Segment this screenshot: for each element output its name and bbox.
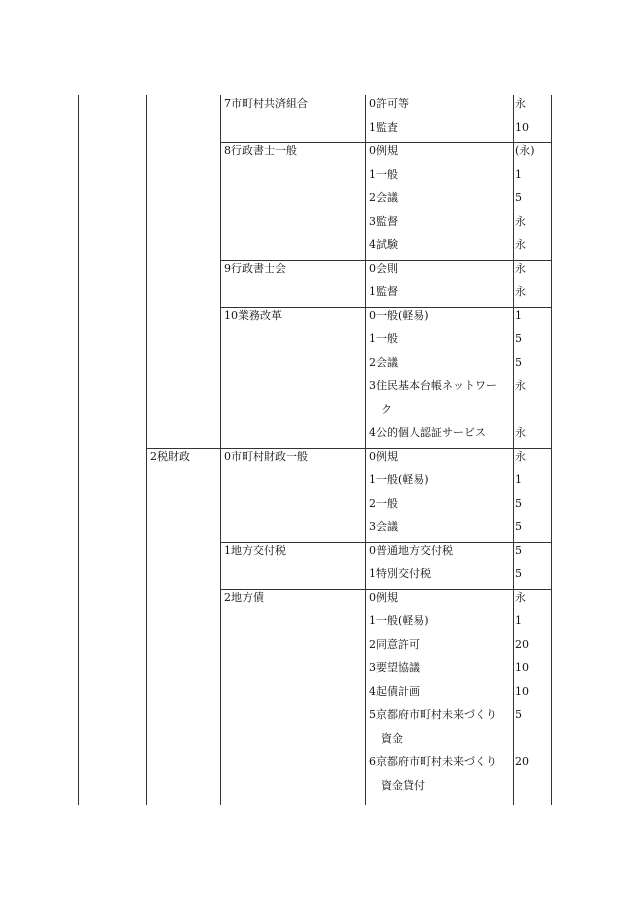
column-rule	[78, 95, 79, 805]
detail-label: 1監督	[369, 285, 398, 298]
row-rule	[220, 589, 551, 590]
detail-label: 4試験	[369, 238, 398, 251]
retention-period: 5	[515, 543, 522, 557]
column-rule	[513, 95, 514, 805]
subcategory-label: 2税財政	[150, 449, 190, 463]
retention-period: 永	[515, 97, 526, 110]
retention-period: 永	[515, 449, 526, 463]
retention-period: 永	[515, 238, 526, 251]
detail-label: 1一般(軽易)	[369, 614, 429, 627]
detail-label: 3要望協議	[369, 661, 420, 674]
column-rule	[551, 95, 552, 805]
retention-period: 5	[515, 567, 522, 580]
detail-label: 2一般	[369, 496, 398, 510]
detail-label: 資金貸付	[381, 778, 425, 792]
detail-label: ク	[381, 402, 392, 416]
detail-label: 3住民基本台帳ネットワー	[369, 379, 497, 392]
detail-label: 0一般(軽易)	[369, 308, 429, 322]
detail-label: 5京都府市町村未来づくり	[369, 708, 497, 721]
retention-period: 5	[515, 355, 522, 369]
detail-label: 4起債計画	[369, 684, 420, 698]
retention-period: 永	[515, 214, 526, 228]
detail-label: 1特別交付税	[369, 567, 431, 580]
retention-period: 5	[515, 496, 522, 510]
row-rule	[220, 260, 551, 261]
retention-period: (永)	[515, 144, 535, 157]
item-label: 1地方交付税	[224, 543, 286, 557]
retention-period: 永	[515, 379, 526, 392]
detail-label: 1一般	[369, 332, 398, 345]
detail-label: 1一般(軽易)	[369, 473, 429, 486]
column-rule	[146, 95, 147, 805]
retention-period: 1	[515, 473, 522, 486]
detail-label: 2会議	[369, 355, 398, 369]
item-label: 7市町村共済組合	[224, 97, 308, 110]
retention-period: 5	[515, 191, 522, 204]
retention-period: 永	[515, 426, 526, 439]
detail-label: 0例規	[369, 590, 398, 604]
detail-label: 3監督	[369, 214, 398, 228]
detail-label: 3会議	[369, 520, 398, 533]
item-label: 0市町村財政一般	[224, 449, 308, 463]
detail-label: 4公的個人認証サービス	[369, 426, 486, 439]
retention-period: 1	[515, 308, 522, 322]
retention-period: 永	[515, 261, 526, 275]
detail-label: 6京都府市町村未来づくり	[369, 755, 497, 768]
detail-label: 0許可等	[369, 97, 409, 110]
retention-period: 1	[515, 614, 522, 627]
detail-label: 0普通地方交付税	[369, 543, 453, 557]
item-label: 8行政書士一般	[224, 144, 297, 157]
row-rule	[220, 142, 551, 143]
retention-period: 10	[515, 661, 529, 674]
detail-label: 0会則	[369, 261, 398, 275]
retention-period: 5	[515, 332, 522, 345]
retention-period: 永	[515, 285, 526, 298]
detail-label: 0例規	[369, 449, 398, 463]
detail-label: 2会議	[369, 191, 398, 204]
retention-period: 1	[515, 167, 522, 181]
retention-period: 10	[515, 684, 529, 698]
detail-label: 1一般	[369, 167, 398, 181]
row-rule	[220, 307, 551, 308]
detail-label: 0例規	[369, 144, 398, 157]
retention-period: 5	[515, 520, 522, 533]
retention-period: 5	[515, 708, 522, 721]
retention-period: 永	[515, 590, 526, 604]
retention-period: 10	[515, 120, 529, 134]
detail-label: 2同意許可	[369, 637, 420, 651]
item-label: 9行政書士会	[224, 261, 286, 275]
column-rule	[220, 95, 221, 805]
column-rule	[365, 95, 366, 805]
row-rule	[220, 542, 551, 543]
detail-label: 資金	[381, 731, 403, 745]
retention-period: 20	[515, 755, 529, 768]
retention-period: 20	[515, 637, 529, 651]
detail-label: 1監査	[369, 120, 398, 134]
item-label: 2地方債	[224, 590, 264, 604]
row-rule	[146, 448, 551, 449]
item-label: 10業務改革	[224, 308, 282, 322]
